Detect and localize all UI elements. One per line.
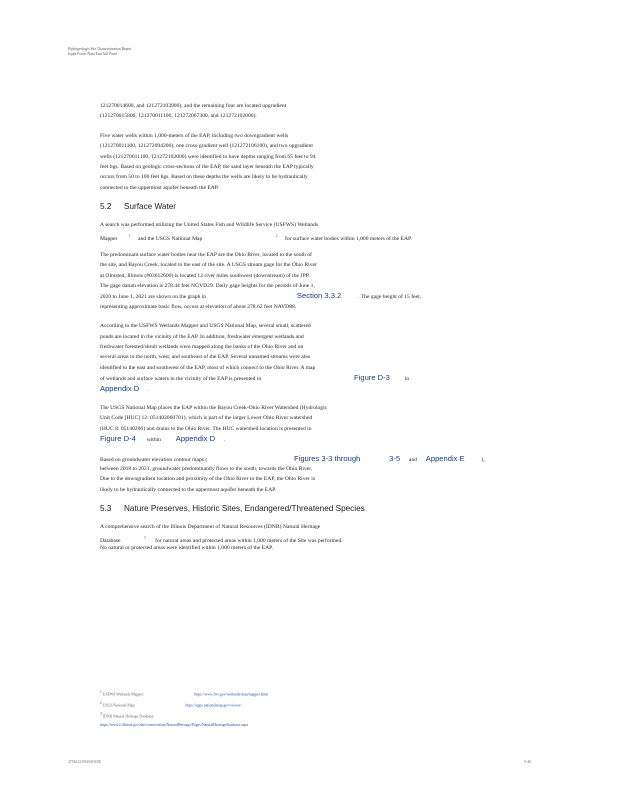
header-site-name: Joppa Power Plant East Ash Pond [68,52,117,56]
page-body [100,101,540,562]
running-header [68,47,131,57]
text-line: ponds are located in the vicinity of the EAP. In addition, freshwater emergent wetlands and [100,333,304,340]
text-run: . [148,386,150,393]
paragraph-water-wells [100,131,540,193]
page-number: 5-46 [524,760,531,764]
text-run: and the USGS National Map [138,235,203,242]
footnote-2: 2 USGS National Map: https://apps.nationalmap.gov/viewer/ [100,700,242,708]
footnotes [100,688,268,730]
appendix-d-link[interactable]: Appendix D [100,383,140,393]
footnote-1: 1 USFWS Wetlands Mapper: https://www.fws.gov/wetlands/data/mapper.html [100,690,268,697]
text-line: representing approximate basic flow, occurs at elevation of about 278.62 feet NAVD88. [100,303,297,310]
footer-document-id: 3756112.0943/6/9/2E [68,760,101,764]
footnote-ref-3[interactable]: 3 [143,535,146,540]
text-line: Unit Code [HUC] 12: 051402060701), which is part of the larger Lower Ohio River watershed [100,415,313,422]
text-line: occurs from 50 to 100 feet bgs. Based on these depths the wells are likely to be hydraulically [100,174,308,181]
text-line: feet bgs. Based on geologic cross-sections of the EAP, the sand layer beneath the EAP typically [100,163,314,170]
text-run: and [408,456,417,463]
text-run: ), [481,456,485,463]
text-run: . The gage height of 15 feet, [358,294,422,301]
text-run: in [404,376,410,383]
text-line: (HUC 8: 05140206) and drains to the Ohio River. The HUC watershed location is presented in [100,425,312,432]
text-line: freshwater forested/shrub wetlands were mapped along the banks of the Ohio River and on [100,344,304,351]
section-number: 5.2 [100,202,112,212]
footnote-ref-2[interactable]: 2 [275,233,278,238]
text-line: wells (121270011100, 121272102000) were identified to have depths ranging from 65 feet to 94 [100,153,316,160]
text-run: of wetlands and surface waters in the vicinity of the EAP is presented in [100,376,262,383]
text-line: The predominant surface water bodies near the EAP are the Ohio River, located to the south of [100,251,312,258]
footnote-link-usfws[interactable]: https://www.fws.gov/wetlands/data/mapper.html [194,692,268,697]
text-line: The USGS National Map places the EAP within the Bayou Creek-Ohio River Watershed (Hydrologic [100,404,328,411]
text-line [100,533,540,543]
text-line: likely to be hydraulically connected to the uppermost aquifer beneath the EAP. [100,486,277,493]
text-run: Database [100,537,121,544]
text-line: The gage datum elevation is 278.44 feet NGVD29. Daily gage heights for the periods of June 1, [100,283,315,290]
paragraph-watershed [100,403,540,445]
text-run: Mapper [100,235,118,242]
text-run: for surface water bodies within 1,000 meters of the EAP. [284,235,412,242]
paragraph-wetlands [100,321,540,394]
text-line [100,373,540,383]
figure-3-5-link[interactable]: 3-5 [389,453,401,463]
text-line [100,434,540,444]
appendix-e-link[interactable]: Appendix E [425,453,465,463]
text-line: A comprehensive search of the Illinois Department of Natural Resources (IDNR) Natural Heritage [100,524,321,531]
text-line [100,384,540,394]
text-line: several areas to the north, west, and southeast of the EAP. Several unnamed streams were also [100,354,311,361]
text-line [100,291,540,301]
text-line: (121270015800, 121270011100, 121272067300, and 121272102000). [100,113,257,120]
appendix-d-link[interactable]: Appendix D [175,434,216,444]
text-line [100,231,540,241]
figure-d3-link[interactable]: Figure D-3 [354,373,390,383]
text-line: between 2018 to 2021, groundwater predominantly flows to the south, towards the Ohio River. [100,465,313,472]
footnote-ref-1[interactable]: 1 [128,233,131,238]
text-line: No natural or protected areas were identified within 1,000 meters of the EAP. [100,544,274,551]
footnote-link-idnr[interactable]: https://www2.illinois.gov/dnr/conservation/NaturalHeritage/Pages/NaturalHeritageDatabase.aspx [100,722,249,727]
text-line: Due to the downgradient location and proximity of the Ohio River to the EAP, the Ohio River is [100,476,316,483]
section-heading-nature-preserves [100,504,540,513]
text-line: 121270014600, and 121272103900), and the remaining four are located upgradient [100,103,287,109]
footnote-label: USFWS Wetlands Mapper: [102,692,145,697]
text-run: 2020 to June 1, 2021 are shown on the graph in [100,294,207,301]
footnote-3-url-line [100,721,268,730]
text-line: According to the USFWS Wetlands Mapper and USGS National Map, several small, scattered [100,323,311,330]
footnote-label: USGS National Map: [102,703,136,708]
footnote-3: 3 IDNR Natural Heritage Database: [100,711,155,719]
text-line: the site, and Bayou Creek, located to the east of the site. A USGS stream gage for the Ohio River [100,262,317,269]
text-line: at Olmsted, Illinois (#03612600) is located 12 river miles southwest (downstream) of the JPP. [100,272,310,279]
text-line [100,454,540,464]
text-run: within [146,437,161,444]
figure-d4-link[interactable]: Figure D-4 [100,434,136,444]
header-report-title: Hydrogeologic Site Characterization Report [68,47,132,51]
text-run: for natural areas and protected areas within 1,000 meters of the Site was performed. [155,537,343,544]
text-line: (121270011100, 121272094200), one cross-gradient well (121272106100), and two upgradient [100,143,313,150]
text-line: A search was performed utilizing the United States Fish and Wildlife Service (USFWS) Wetlands [100,222,319,229]
paragraph-surface-search [100,220,540,241]
text-line: identified to the east and southwest of the EAP, most of which connect to the Ohio River. A map [100,364,316,371]
text-line: Five water wells within 1,000-meters of the EAP, including two downgradient wells [100,132,289,139]
footnote-link-usgs[interactable]: https://apps.nationalmap.gov/viewer/ [185,703,242,708]
text-run: Based on groundwater elevation contour maps ( [100,456,208,463]
section-heading-surface-water [100,202,540,211]
text-run: . [223,437,226,444]
paragraph-surface-bodies [100,250,540,312]
section-number: 5.3 [100,504,112,514]
footnote-label: IDNR Natural Heritage Database: [102,714,155,719]
section-title: Nature Preserves, Historic Sites, Endangered/Threatened Species [124,504,365,514]
section-title: Surface Water [124,202,177,212]
paragraph-upgradient-wells [100,101,540,122]
figures-3-3-link[interactable]: Figures 3-3 through [294,453,361,463]
paragraph-groundwater [100,454,540,496]
paragraph-nature-search [100,522,540,553]
section-3-3-2-link[interactable]: Section 3.3.2 [296,291,342,301]
text-line: connected to the uppermost aquifer beneath the EAP. [100,184,219,191]
